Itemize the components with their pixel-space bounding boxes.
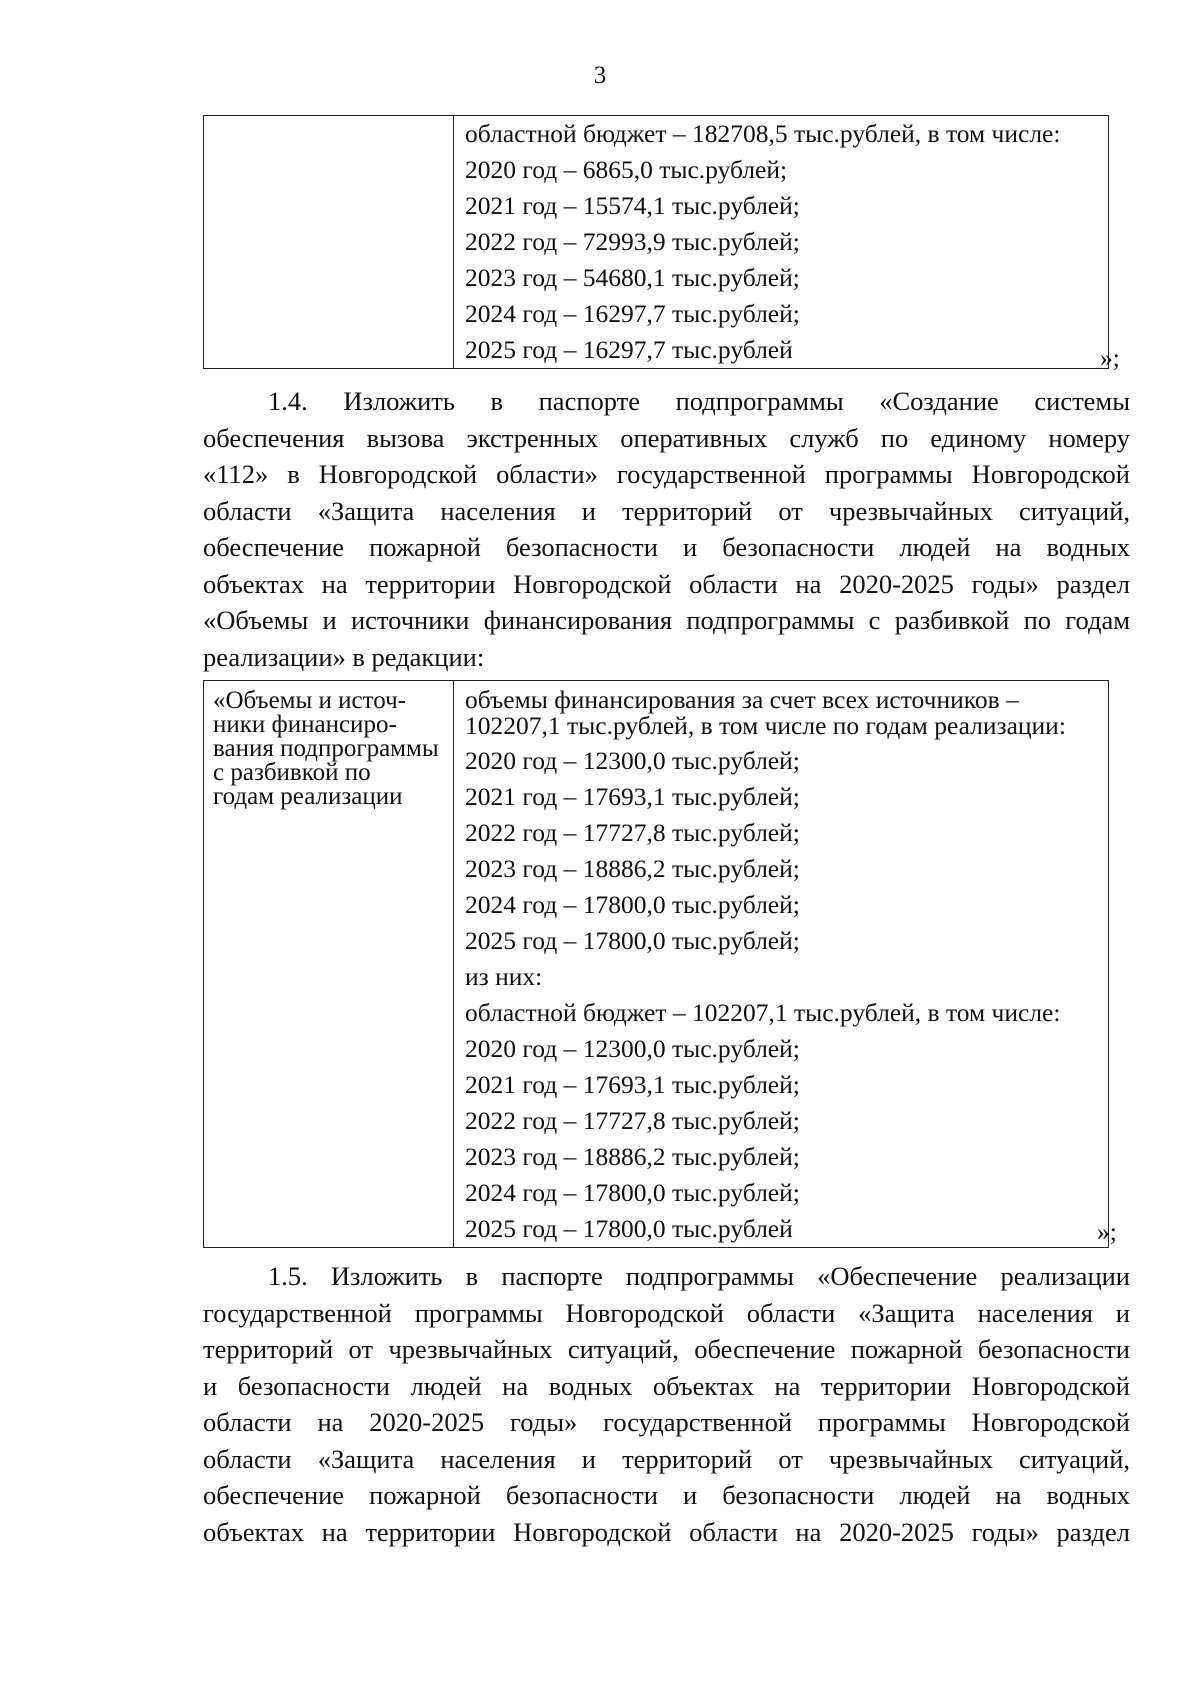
financing-line: областной бюджет – 102207,1 тыс.рублей, в том числе:	[465, 998, 1061, 1027]
financing-line: 2022 год – 17727,8 тыс.рублей;	[465, 1106, 800, 1135]
paragraph-line: 1.5. Изложить в паспорте подпрограммы «Обеспечение реализации	[268, 1261, 1130, 1291]
paragraph-line: реализации» в редакции:	[203, 641, 485, 672]
paragraph-line: 1.4. Изложить в паспорте подпрограммы «Создание системы	[268, 386, 1130, 416]
financing-label-cell	[204, 681, 454, 1248]
financing-label-line: с разбивкой по	[213, 759, 371, 786]
table1-label-cell	[204, 116, 454, 369]
paragraph-line: области на 2020-2025 годы» государственной программы Новгородской	[203, 1407, 1130, 1437]
financing-value-cell	[454, 681, 1109, 1248]
financing-line: 2021 год – 17693,1 тыс.рублей;	[465, 1070, 800, 1099]
table1-value-cell	[454, 116, 1109, 369]
budget-table-continuation	[203, 115, 1109, 369]
financing-line: 2022 год – 17727,8 тыс.рублей;	[465, 818, 800, 847]
financing-line: 2025 год – 17800,0 тыс.рублей;	[465, 926, 800, 955]
financing-label-line: вания подпрограммы	[213, 735, 439, 762]
page-number: 3	[593, 62, 607, 89]
paragraph-line: объектах на территории Новгородской области на 2020-2025 годы» раздел	[203, 1516, 1130, 1547]
financing-lead-line: 102207,1 тыс.рублей, в том числе по годам реализации:	[465, 711, 1066, 740]
financing-line: 2023 год – 18886,2 тыс.рублей;	[465, 854, 800, 883]
table1-line: 2022 год – 72993,9 тыс.рублей;	[465, 227, 800, 256]
paragraph-line: области «Защита населения и территорий от чрезвычайных ситуаций,	[203, 1443, 1130, 1474]
paragraph-line: обеспечение пожарной безопасности и безопасности людей на водных	[203, 532, 1130, 562]
paragraph-1-5	[203, 1258, 1130, 1550]
table1-line: 2025 год – 16297,7 тыс.рублей	[465, 335, 793, 364]
financing-label-line: «Объемы и источ-	[213, 687, 406, 714]
paragraph-line: и безопасности людей на водных объектах на территории Новгородской	[203, 1370, 1130, 1401]
financing-line: 2020 год – 12300,0 тыс.рублей;	[465, 746, 800, 775]
financing-label-line: годам реализации	[213, 783, 403, 810]
financing-line: из них:	[465, 962, 543, 991]
financing-line: 2024 год – 17800,0 тыс.рублей;	[465, 1178, 800, 1207]
table1-line: 2023 год – 54680,1 тыс.рублей;	[465, 263, 800, 292]
paragraph-line: территорий от чрезвычайных ситуаций, обеспечение пожарной безопасности	[203, 1334, 1130, 1364]
paragraph-line: объектах на территории Новгородской области на 2020-2025 годы» раздел	[203, 568, 1130, 599]
table2-closing-quote: »;	[1097, 1217, 1117, 1246]
table1-line: 2020 год – 6865,0 тыс.рублей;	[465, 155, 788, 184]
table1-line: 2024 год – 16297,7 тыс.рублей;	[465, 299, 800, 328]
financing-line: 2023 год – 18886,2 тыс.рублей;	[465, 1142, 800, 1171]
financing-line: 2025 год – 17800,0 тыс.рублей	[465, 1214, 793, 1243]
table1-closing-quote: »;	[1100, 343, 1120, 372]
paragraph-line: обеспечения вызова экстренных оперативных служб по единому номеру	[203, 422, 1130, 453]
financing-line: 2020 год – 12300,0 тыс.рублей;	[465, 1034, 800, 1063]
paragraph-line: «112» в Новгородской области» государственной программы Новгородской	[203, 459, 1130, 489]
financing-line: 2021 год – 17693,1 тыс.рублей;	[465, 782, 800, 811]
paragraph-line: государственной программы Новгородской области «Защита населения и	[203, 1297, 1130, 1328]
table1-line: 2021 год – 15574,1 тыс.рублей;	[465, 191, 800, 220]
paragraph-line: обеспечение пожарной безопасности и безопасности людей на водных	[203, 1480, 1130, 1510]
paragraph-line: области «Защита населения и территорий от чрезвычайных ситуаций,	[203, 495, 1130, 526]
paragraph-1-4	[203, 383, 1130, 675]
financing-label-line: ники финансиро-	[213, 711, 397, 738]
paragraph-line: «Объемы и источники финансирования подпрограммы с разбивкой по годам	[203, 605, 1130, 635]
financing-lead-line: объемы финансирования за счет всех источников –	[465, 685, 1019, 714]
financing-table	[203, 680, 1109, 1248]
financing-line: 2024 год – 17800,0 тыс.рублей;	[465, 890, 800, 919]
table1-line: областной бюджет – 182708,5 тыс.рублей, в том числе:	[465, 119, 1061, 148]
